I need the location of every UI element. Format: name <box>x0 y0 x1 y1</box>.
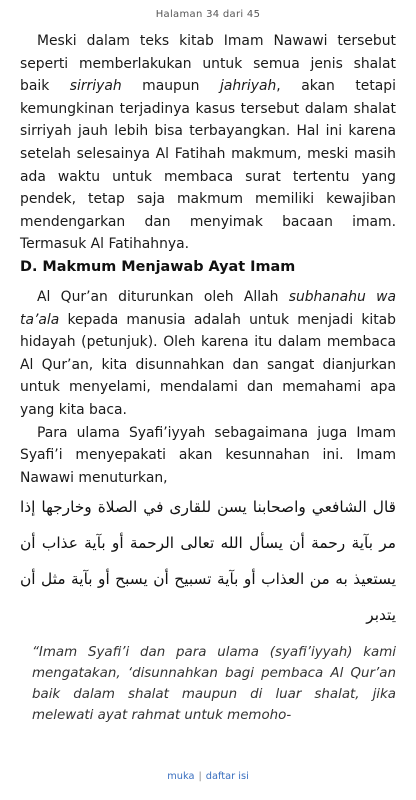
paragraph-text: kepada manusia adalah untuk menjadi kitab hidayah (petunjuk). Oleh karena itu dalam membaca Al Qur’an, kita disunnahkan dan sangat dianjurkan untuk menyelami, mendalami dan memahami apa yang kita baca. <box>20 311 396 418</box>
section-heading: D. Makmum Menjawab Ayat Imam <box>20 258 296 275</box>
paragraph-nawawi-text <box>20 30 396 256</box>
page-indicator: Halaman 34 dari 45 <box>155 9 261 20</box>
translation-quote: “Imam Syafi’i dan para ulama (syafi’iyyah) kami mengatakan, ‘disunnahkan bagi pembaca Al Qur’an baik dalam shalat maupun di luar shalat, jika melewati ayat rahmat untuk memoho- <box>32 645 396 723</box>
arabic-quote: قال الشافعي واصحابنا يسن للقارى في الصلاة وخارجها إذا مر بآية رحمة أن يسأل الله تعالى الرحمة أو بآية عذاب أن يستعيذ به من العذاب أو بآية تسبيح أن يسبح أو بآية مثل أن يتدبر <box>20 498 396 625</box>
paragraph-text: , akan tetapi kemungkinan terjadinya kasus tersebut dalam shalat sirriyah jauh lebih bisa terbayangkan. Hal ini karena setelah selesainya Al Fatihah makmum, meski masih ada waktu untuk membaca surat tertentu yang pendek, tetap saja makmum memiliki kewajiban mendengarkan dan menyimak bacaan imam. Termasuk Al Fatihahnya. <box>20 78 396 253</box>
footer-separator: | <box>198 771 202 782</box>
paragraph-syafiiyyah: Para ulama Syafi’iyyah sebagaimana juga Imam Syafi’i menyepakati akan kesunnahan ini. Imam Nawawi menuturkan, <box>20 424 396 486</box>
term-jahriyah: jahriyah <box>219 78 277 95</box>
term-subhanahu: subhanahu wa ta’ala <box>20 288 396 328</box>
page-content <box>20 30 396 726</box>
home-link[interactable]: muka <box>167 771 195 782</box>
paragraph-text: Al Qur’an diturunkan oleh Allah <box>37 288 289 305</box>
table-of-contents-link[interactable]: daftar isi <box>205 771 249 782</box>
page-footer-nav <box>0 771 416 782</box>
paragraph-quran-guidance <box>20 286 396 422</box>
paragraph-text: Meski dalam teks kitab Imam Nawawi tersebut seperti memberlakukan untuk semua jenis shalat baik <box>20 33 396 95</box>
paragraph-text: maupun <box>121 78 220 95</box>
term-sirriyah: sirriyah <box>69 78 122 95</box>
